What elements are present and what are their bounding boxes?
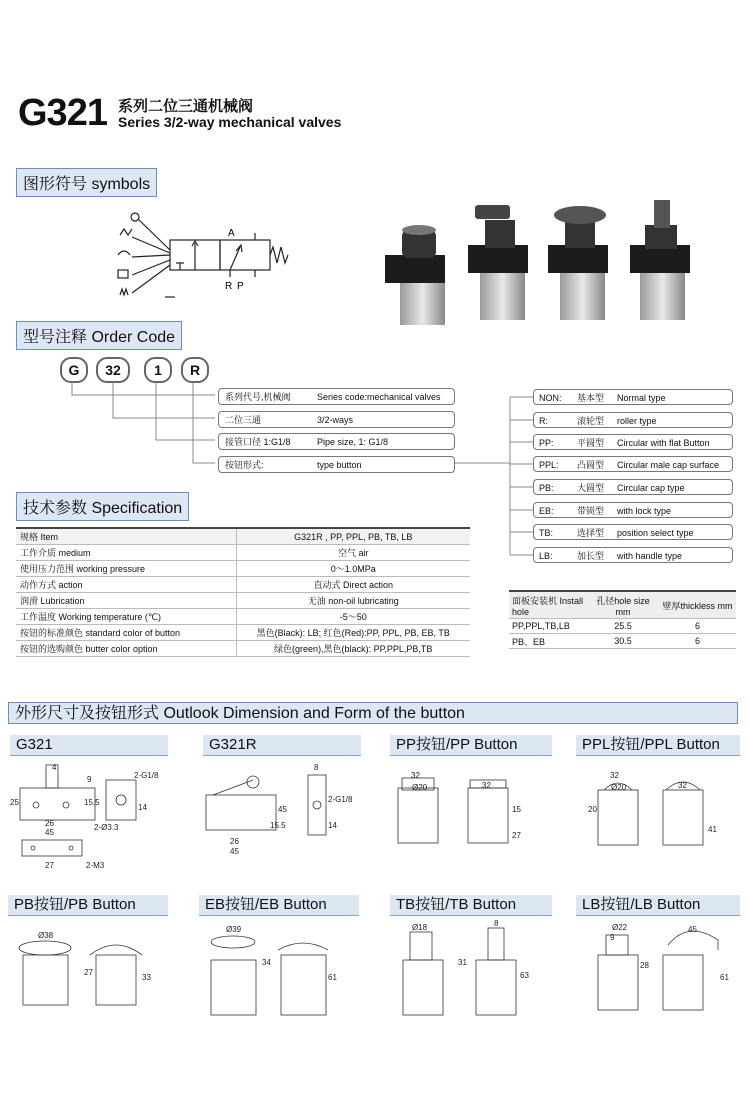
install-header: 面板安装机 Install hole [509, 591, 587, 619]
valve-photo-pp [385, 225, 445, 325]
button-type-en: with handle type [617, 551, 683, 561]
port-p-label: P [237, 281, 244, 292]
spec-row [16, 561, 470, 577]
button-type-code: NON: [539, 393, 562, 403]
button-type-en: with lock type [617, 506, 672, 516]
dim-label: 31 [458, 958, 467, 967]
order-row-button-cn: 按钮形式: [225, 460, 264, 470]
button-type-en: Normal type [617, 393, 666, 403]
button-type-cn: 滚轮型 [577, 416, 605, 426]
install-cell: 25.5 [587, 619, 659, 634]
spec-label: 工作温度 Working temperature (℃) [16, 609, 236, 625]
install-cell: 6 [659, 634, 736, 649]
spec-row [16, 625, 470, 641]
install-hole-table [509, 590, 736, 649]
order-row-pipe [218, 433, 455, 450]
dim-label: Ø18 [412, 923, 428, 932]
button-type-cn: 凸圆型 [577, 460, 605, 470]
button-type-en: Circular cap type [617, 483, 685, 493]
button-type-en: roller type [617, 416, 657, 426]
button-type-en: position select type [617, 528, 694, 538]
tab-pb: PB按钮/PB Button [8, 895, 168, 916]
spec-label: 工作介质 medium [16, 545, 236, 561]
order-code-heading: 型号注释 Order Code [16, 321, 182, 350]
button-type-ppl [533, 456, 733, 472]
dim-label: 63 [520, 971, 529, 980]
valve-photo-tb [630, 200, 690, 320]
spec-label: 动作方式 action [16, 577, 236, 593]
dim-label: 45 [45, 828, 54, 837]
spec-row [16, 609, 470, 625]
button-type-cn: 平圆型 [577, 438, 605, 448]
dim-label: 8 [494, 919, 499, 928]
tab-g321r: G321R [203, 735, 361, 756]
dim-label: Ø38 [38, 931, 54, 940]
title-en: Series 3/2-way mechanical valves [118, 114, 342, 130]
dim-label: 9 [610, 933, 615, 942]
order-row-series-cn: 系列代号,机械阀 [225, 392, 291, 402]
spec-row [16, 545, 470, 561]
button-type-non [533, 389, 733, 405]
spec-row [16, 593, 470, 609]
dim-label: 45 [230, 847, 239, 856]
tab-lb: LB按钮/LB Button [576, 895, 740, 916]
dim-label: 14 [138, 803, 147, 812]
dim-label: 15.5 [84, 798, 100, 807]
dim-label: 32 [610, 771, 619, 780]
spec-value: -5～50 [236, 609, 470, 625]
button-type-en: Circular with flat Button [617, 438, 710, 448]
title-cn: 系列二位三通机械阀 [118, 98, 254, 115]
spec-label: 规格 Item [16, 528, 236, 545]
order-row-button-en: type button [317, 460, 362, 470]
valve-product-photos [380, 200, 720, 340]
dim-label: 8 [314, 763, 319, 772]
dim-label: Ø20 [412, 783, 428, 792]
spec-value: 直动式 Direct action [236, 577, 470, 593]
spec-table [16, 527, 470, 657]
order-row-ways-cn: 二位三通 [225, 415, 262, 425]
button-type-cn: 基本型 [577, 393, 605, 403]
dim-label: 41 [708, 825, 717, 834]
button-type-code: PPL: [539, 460, 559, 470]
install-row [509, 634, 736, 649]
dim-label: 61 [720, 973, 729, 982]
install-cell: PB、EB [509, 634, 587, 649]
dim-label: 2-G1/8 [134, 771, 159, 780]
button-type-cn: 加长型 [577, 551, 605, 561]
button-type-r [533, 412, 733, 428]
spec-row [16, 528, 470, 545]
install-header: 壁厚thickless mm [659, 591, 736, 619]
dim-label: 34 [262, 958, 271, 967]
button-type-pp [533, 434, 733, 450]
port-r-label: R [225, 281, 233, 292]
install-row [509, 619, 736, 634]
outlook-heading: 外形尺寸及按钮形式 Outlook Dimension and Form of the button [8, 702, 738, 724]
dim-label: 20 [588, 805, 597, 814]
tab-pp: PP按钮/PP Button [390, 735, 552, 756]
dim-label: 32 [678, 781, 687, 790]
symbols-heading: 图形符号 symbols [16, 168, 157, 197]
spec-label: 按钮的标准颜色 standard color of button [16, 625, 236, 641]
install-header: 孔径hole size mm [587, 591, 659, 619]
order-row-series-en: Series code:mechanical valves [317, 392, 441, 402]
spec-label: 使用压力范围 working pressure [16, 561, 236, 577]
button-type-eb [533, 502, 733, 518]
dim-label: 25 [10, 798, 19, 807]
dim-label: 15 [512, 805, 521, 814]
dim-label: 9 [87, 775, 92, 784]
button-type-cn: 带锁型 [577, 506, 605, 516]
spec-row [16, 577, 470, 593]
dim-label: 2-G1/8 [328, 795, 353, 804]
install-header-row [509, 591, 736, 619]
button-type-cn: 选择型 [577, 528, 605, 538]
order-row-pipe-en: Pipe size, 1: G1/8 [317, 437, 389, 447]
order-row-ways-en: 3/2-ways [317, 415, 354, 425]
valve-symbol-diagram [110, 205, 290, 310]
dimension-drawings [8, 760, 743, 1090]
spec-value: 黑色(Black): LB; 红色(Red):PP, PPL, PB, EB, TB [236, 625, 470, 641]
button-type-code: R: [539, 416, 548, 426]
spec-value: 无油 non-oil lubricating [236, 593, 470, 609]
code-series: G [60, 357, 88, 383]
tab-eb: EB按钮/EB Button [199, 895, 359, 916]
order-row-pipe-cn: 接管口径 1:G1/8 [225, 437, 291, 447]
dim-label: 45 [688, 925, 697, 934]
spec-label: 按钮的选购颜色 butter color option [16, 641, 236, 657]
button-type-en: Circular male cap surface [617, 460, 720, 470]
button-type-code: LB: [539, 551, 553, 561]
install-cell: 30.5 [587, 634, 659, 649]
spec-row [16, 641, 470, 657]
install-cell: 6 [659, 619, 736, 634]
button-type-code: EB: [539, 506, 554, 516]
tab-tb: TB按钮/TB Button [390, 895, 552, 916]
button-type-code: PB: [539, 483, 554, 493]
button-type-pb [533, 479, 733, 495]
tab-ppl: PPL按钮/PPL Button [576, 735, 740, 756]
spec-label: 润滑 Lubrication [16, 593, 236, 609]
dim-label: Ø39 [226, 925, 242, 934]
button-type-lb [533, 547, 733, 563]
valve-photo-pb [548, 206, 608, 320]
spec-value: 空气 air [236, 545, 470, 561]
spec-value: 0～1.0MPa [236, 561, 470, 577]
order-row-button [218, 456, 455, 473]
code-button: R [181, 357, 209, 383]
code-ways: 32 [96, 357, 130, 383]
dim-label: 4 [52, 763, 57, 772]
dim-label: 61 [328, 973, 337, 982]
spec-value: 绿色(green),黑色(black): PP,PPL,PB,TB [236, 641, 470, 657]
spec-heading: 技术参数 Specification [16, 492, 189, 521]
code-pipe: 1 [144, 357, 172, 383]
spec-value: G321R , PP, PPL, PB, TB, LB [236, 528, 470, 545]
button-type-tb [533, 524, 733, 540]
dim-label: 32 [482, 781, 491, 790]
dim-label: 2-Ø3.3 [94, 823, 119, 832]
valve-photo-lb [468, 205, 528, 320]
order-row-ways [218, 411, 455, 428]
dim-label: 14 [328, 821, 337, 830]
dim-label: 27 [512, 831, 521, 840]
dim-label: 15.5 [270, 821, 286, 830]
dim-label: Ø22 [612, 923, 628, 932]
dim-label: 28 [640, 961, 649, 970]
button-type-cn: 大圆型 [577, 483, 605, 493]
install-cell: PP,PPL,TB,LB [509, 619, 587, 634]
dim-label: 32 [411, 771, 420, 780]
order-row-series [218, 388, 455, 405]
dim-label: 26 [230, 837, 239, 846]
dim-label: 27 [84, 968, 93, 977]
dim-label: Ø20 [611, 783, 627, 792]
dim-label: 2-M3 [86, 861, 105, 870]
model-title: G321 [18, 92, 107, 134]
dim-label: 27 [45, 861, 54, 870]
dim-label: 45 [278, 805, 287, 814]
port-a-label: A [228, 228, 235, 239]
dim-label: 33 [142, 973, 151, 982]
dim-label: 26 [45, 819, 54, 828]
tab-g321: G321 [10, 735, 168, 756]
button-type-code: PP: [539, 438, 554, 448]
button-type-code: TB: [539, 528, 554, 538]
